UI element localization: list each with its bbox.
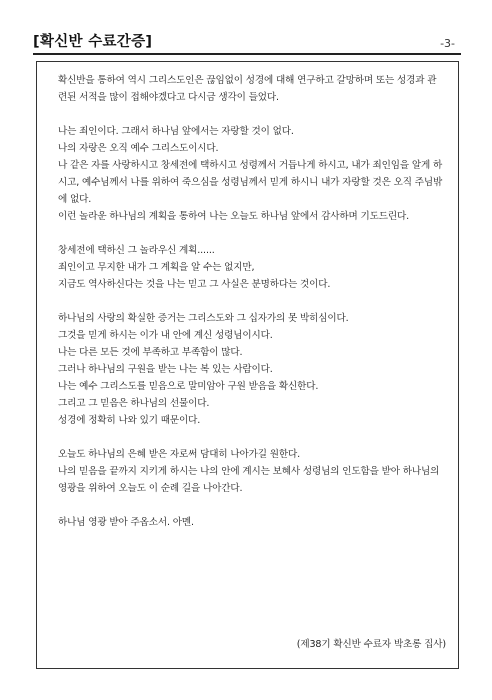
text-line: 그것을 믿게 하시는 이가 내 안에 계신 성령님이시다. [58,330,273,341]
paragraph-6 [58,514,444,531]
text-line: 나는 죄인이다. 그래서 하나님 앞에서는 자랑할 것이 없다. [58,126,294,137]
text-line: 이런 놀라운 하나님의 계획을 통하여 나는 오늘도 하나님 앞에서 감사하며 기도드린다. [58,211,410,222]
testimony-box [36,61,459,669]
text-line: 성경에 정확히 나와 있기 때문이다. [58,415,201,426]
testimony-body [58,72,444,548]
paragraph-5 [58,446,444,497]
text-line: 그리고 그 믿음은 하나님의 선물이다. [58,398,210,409]
text-line: 죄인이고 무지한 내가 그 계획을 알 수는 없지만, [58,262,255,273]
text-line: 하나님의 사랑의 확실한 증거는 그리스도와 그 십자가의 못 박히심이다. [58,313,349,324]
text-line: 지금도 역사하신다는 것을 나는 믿고 그 사실은 분명하다는 것이다. [58,279,331,290]
page-number: -3- [440,37,455,50]
header-rule [33,53,461,55]
page-title: [확신반 수료간증] [33,34,153,50]
paragraph-4 [58,310,444,429]
text-line: 창세전에 택하신 그 놀라우신 계획...... [58,245,215,256]
text-line: 나의 자랑은 오직 예수 그리스도이시다. [58,143,219,154]
text-line: 나 같은 자를 사랑하시고 창세전에 택하시고 성령께서 거듭나게 하시고, 내가 죄인임을 알게 하시고, 예수님께서 나를 위하여 죽으심을 성령님께서 믿게 하시니 내가 자랑할 것은 오직 주님밖에 없다. [58,160,443,205]
paragraph-2 [58,123,444,225]
paragraph-3 [58,242,444,293]
text-line: 나는 다른 모든 것에 부족하고 부족함이 많다. [58,347,243,358]
text-line: 나는 예수 그리스도를 믿음으로 말미암아 구원 받음을 확신한다. [58,381,319,392]
text-line: 확신반을 통하여 역시 그리스도인은 끊임없이 성경에 대해 연구하고 갈망하며 또는 성경과 관련된 서적을 많이 접해야겠다고 다시금 생각이 들었다. [58,75,437,103]
text-line: 그러나 하나님의 구원을 받는 나는 복 있는 사람이다. [58,364,273,375]
paragraph-1 [58,72,444,106]
page-header [33,32,461,56]
text-line: 나의 믿음을 끝까지 지키게 하시는 나의 안에 계시는 보혜사 성령님의 인도함을 받아 하나님의 영광을 위하여 오늘도 이 순례 길을 나아간다. [58,466,440,494]
text-line: 하나님 영광 받아 주옵소서. 아멘. [58,517,194,528]
text-line: 오늘도 하나님의 은혜 받은 자로써 담대히 나아가길 원한다. [58,449,301,460]
signature: (제38기 확신반 수료자 박초롱 집사) [296,639,446,650]
